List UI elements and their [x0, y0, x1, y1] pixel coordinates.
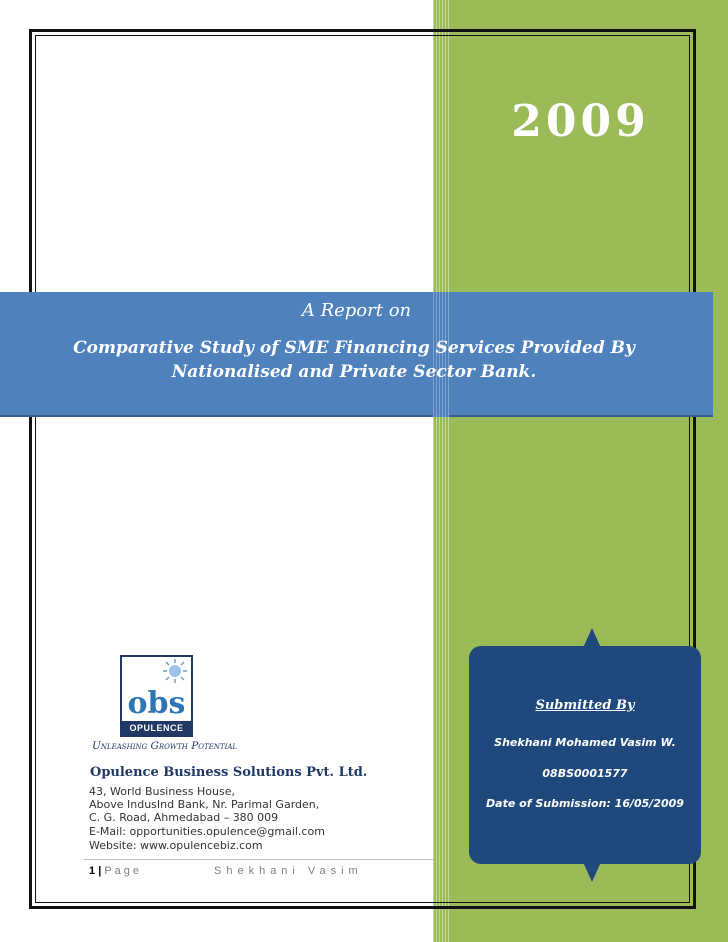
footer-rule — [84, 859, 434, 860]
report-year: 2009 — [511, 96, 650, 147]
address-line: Above IndusInd Bank, Nr. Parimal Garden, — [89, 798, 320, 811]
page-number-value: 1 — [89, 865, 96, 877]
page-separator: | — [98, 865, 102, 877]
logo-subtext: OPULENCE — [122, 721, 191, 735]
address-line: 43, World Business House, — [89, 785, 235, 798]
email-line: E-Mail: opportunities.opulence@gmail.com — [89, 825, 325, 838]
report-title-line-2: Nationalised and Private Sector Bank. — [171, 362, 537, 382]
submission-box — [469, 646, 701, 864]
submitter-id: 08BS0001577 — [542, 767, 628, 780]
logo-tagline: Unleashing Growth Potential — [92, 740, 238, 752]
submission-date: Date of Submission: 16/05/2009 — [486, 797, 684, 810]
company-name: Opulence Business Solutions Pvt. Ltd. — [90, 765, 368, 780]
page-word: Page — [104, 865, 143, 877]
address-line: C. G. Road, Ahmedabad – 380 009 — [89, 811, 279, 824]
submission-box-notch-bottom — [583, 862, 601, 882]
footer-author: Shekhani Vasim — [214, 865, 363, 877]
report-title — [40, 336, 668, 384]
submitted-by-heading: Submitted By — [535, 698, 635, 713]
report-heading: A Report on — [301, 300, 412, 321]
report-title-line-1: Comparative Study of SME Financing Services Provided By — [73, 338, 635, 358]
website-line: Website: www.opulencebiz.com — [89, 839, 263, 852]
submitter-name: Shekhani Mohamed Vasim W. — [494, 736, 676, 749]
submission-box-notch-top — [583, 628, 601, 648]
logo-text: obs — [127, 686, 186, 721]
page-number — [89, 865, 142, 877]
